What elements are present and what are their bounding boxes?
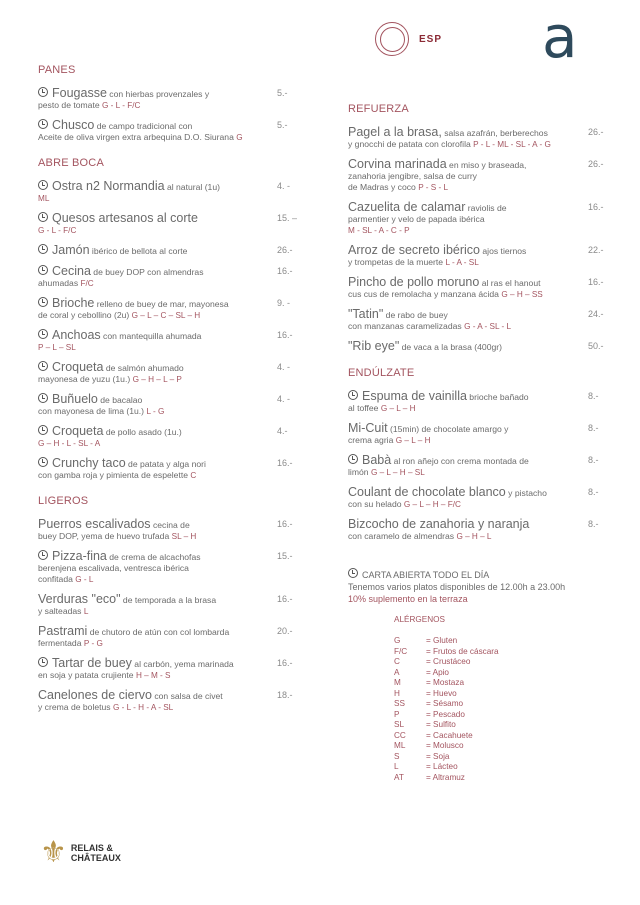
dish-price: 5.- bbox=[277, 120, 288, 130]
allergen-code: L bbox=[394, 762, 399, 771]
menu-item bbox=[38, 329, 303, 353]
dish-name: Coulant de chocolate blanco bbox=[348, 485, 506, 499]
allergen-label: = Molusco bbox=[426, 741, 464, 750]
allergen-label: = Lácteo bbox=[426, 762, 458, 771]
allergen-row bbox=[394, 773, 499, 784]
dish-name: Jamón bbox=[52, 243, 90, 257]
allergen-code: P bbox=[394, 709, 400, 719]
dish-description: en miso y braseada, zanahoria jengibre, salsa de curry de Madras y coco bbox=[348, 160, 527, 192]
dish-name: Bizcocho de zanahoria y naranja bbox=[348, 517, 530, 531]
dish-allergens: G – H – SS bbox=[501, 290, 543, 299]
clock-icon bbox=[38, 425, 48, 435]
dish-description: de pollo asado (1u.) bbox=[105, 427, 182, 437]
menu-item bbox=[348, 307, 604, 332]
allergen-code: SS bbox=[394, 699, 405, 708]
allergen-row bbox=[394, 699, 499, 710]
section-title: ABRE BOCA bbox=[38, 157, 104, 169]
dish-description: raviolis de parmentier y velo de papada ibérica bbox=[348, 203, 507, 224]
dish-name: Quesos artesanos al corte bbox=[52, 211, 198, 225]
clock-icon bbox=[348, 390, 358, 400]
dish-allergens: H – M - S bbox=[135, 671, 171, 680]
dish-price: 8.- bbox=[588, 519, 599, 529]
dish-allergens: P - L - ML - SL - A - G bbox=[473, 140, 551, 149]
dish-price: 15. – bbox=[277, 213, 298, 223]
clock-icon bbox=[38, 212, 48, 222]
clock-icon bbox=[38, 180, 48, 190]
menu-item bbox=[38, 425, 303, 449]
dish-description: y pistacho con su helado bbox=[348, 488, 547, 509]
dish-name: Fougasse bbox=[52, 86, 107, 100]
dish-description: de chutoro de atún con col lombarda fermentada bbox=[38, 627, 230, 648]
menu-item bbox=[38, 265, 303, 289]
dish-name: Mi-Cuit bbox=[348, 421, 388, 435]
menu-item bbox=[38, 87, 303, 111]
dish-description: al ras el hanout cus cus de remolacha y manzana ácida bbox=[348, 278, 541, 299]
dish-name: Cecina bbox=[52, 264, 91, 278]
allergen-row bbox=[394, 689, 499, 700]
dish-name: Ostra n2 Normandia bbox=[52, 179, 165, 193]
dish-allergens: G bbox=[236, 133, 243, 142]
dish-allergens: P - G bbox=[83, 639, 103, 648]
dish-description: cecina de buey DOP, yema de huevo trufada bbox=[38, 520, 190, 541]
allergen-label: = Mostaza bbox=[426, 678, 464, 687]
allergen-label: = Altramuz bbox=[426, 772, 465, 782]
dish-description: de bacalao con mayonesa de lima (1u.) bbox=[38, 395, 145, 416]
clock-icon bbox=[348, 568, 358, 578]
menu-item bbox=[348, 422, 600, 446]
allergen-row bbox=[394, 731, 499, 742]
dish-price: 26.- bbox=[588, 159, 604, 169]
dish-allergens: ML bbox=[38, 194, 50, 203]
dish-description: con caramelo de almendras bbox=[348, 531, 455, 541]
allergen-label: = Frutos de cáscara bbox=[426, 646, 499, 656]
dish-description: al carbón, yema marinada en soja y patata crujiente bbox=[38, 659, 234, 680]
dish-description: de vaca a la brasa (400gr) bbox=[399, 342, 502, 352]
clock-icon bbox=[38, 361, 48, 371]
dish-name: Pagel a la brasa, bbox=[348, 125, 442, 139]
dish-price: 8.- bbox=[588, 423, 599, 433]
dish-allergens: L bbox=[83, 607, 89, 616]
dish-price: 8.- bbox=[588, 487, 599, 497]
allergen-label: = Sulfito bbox=[426, 720, 456, 729]
clock-icon bbox=[38, 244, 48, 254]
dish-price: 16.- bbox=[588, 277, 604, 287]
dish-name: Corvina marinada bbox=[348, 157, 447, 171]
dish-allergens: L - A - SL bbox=[445, 258, 479, 267]
brand-logo: a bbox=[542, 3, 578, 71]
relais-chateaux-logo bbox=[40, 838, 121, 868]
menu-item bbox=[38, 361, 303, 385]
dish-price: 8.- bbox=[588, 391, 599, 401]
allergen-label: = Huevo bbox=[426, 688, 457, 698]
dish-allergens: G – H – L bbox=[456, 532, 492, 541]
dish-allergens: F/C bbox=[80, 279, 94, 288]
dish-name: "Tatin" bbox=[348, 307, 384, 321]
section-title: LIGEROS bbox=[38, 495, 89, 507]
menu-item bbox=[38, 593, 303, 617]
dish-allergens: L - G bbox=[146, 407, 165, 416]
dish-price: 16.- bbox=[277, 458, 293, 468]
dish-allergens: G - L - F/C bbox=[102, 101, 141, 110]
section-title: REFUERZA bbox=[348, 103, 409, 115]
dish-price: 9. - bbox=[277, 298, 291, 308]
dish-name: Buñuelo bbox=[52, 392, 98, 406]
dish-name: "Rib eye" bbox=[348, 339, 400, 353]
dish-price: 50.- bbox=[588, 341, 604, 351]
allergen-row bbox=[394, 741, 499, 752]
dish-price: 16.- bbox=[277, 594, 293, 604]
menu-item bbox=[348, 390, 600, 414]
allergen-row bbox=[394, 647, 499, 658]
dish-price: 4. - bbox=[277, 394, 291, 404]
dish-description: relleno de buey de mar, mayonesa de coral y cebollino (2u) bbox=[38, 299, 229, 320]
menu-item bbox=[38, 180, 303, 204]
allergen-code: ML bbox=[394, 741, 406, 750]
allergen-code: CC bbox=[394, 730, 406, 740]
dish-name: Chusco bbox=[52, 118, 95, 132]
dish-name: Brioche bbox=[52, 296, 95, 310]
dish-name: Croqueta bbox=[52, 424, 104, 438]
menu-item bbox=[348, 125, 604, 150]
allergen-code: SL bbox=[394, 720, 405, 729]
dish-price: 4.- bbox=[277, 426, 288, 436]
allergen-row bbox=[394, 668, 499, 679]
dish-allergens: G – L – H – SL bbox=[370, 468, 425, 477]
dish-allergens: G - L - H - A - SL bbox=[113, 703, 174, 712]
dish-price: 16.- bbox=[277, 330, 293, 340]
dish-allergens: M - SL - A - C - P bbox=[348, 226, 410, 235]
allergen-label: = Pescado bbox=[426, 709, 465, 719]
dish-name: Arroz de secreto ibérico bbox=[348, 243, 481, 257]
opening-info bbox=[348, 568, 565, 605]
dish-name: Verduras "eco" bbox=[38, 592, 121, 606]
dish-name: Pizza-fina bbox=[52, 549, 107, 563]
clock-icon bbox=[38, 297, 48, 307]
clock-icon bbox=[38, 87, 48, 97]
clock-icon bbox=[38, 329, 48, 339]
dish-description: (15min) de chocolate amargo y crema agria bbox=[348, 424, 509, 445]
allergen-code: G bbox=[394, 636, 401, 645]
dish-name: Crunchy taco bbox=[52, 456, 126, 470]
language-label[interactable]: ESP bbox=[419, 34, 443, 45]
allergen-code: A bbox=[394, 667, 400, 677]
allergen-code: H bbox=[394, 688, 400, 698]
dish-allergens: G – L – H bbox=[380, 404, 416, 413]
allergen-code: S bbox=[394, 751, 400, 761]
allergen-row bbox=[394, 657, 499, 668]
dish-price: 16.- bbox=[588, 202, 604, 212]
allergen-row bbox=[394, 720, 499, 731]
dish-price: 16.- bbox=[277, 519, 293, 529]
menu-item bbox=[38, 119, 303, 143]
menu-section bbox=[348, 367, 600, 542]
dish-price: 4. - bbox=[277, 362, 291, 372]
dish-description: de campo tradicional con Aceite de oliva virgen extra arbequina D.O. Siurana bbox=[38, 121, 234, 142]
menu-item bbox=[348, 157, 604, 193]
dish-name: Babà bbox=[362, 453, 392, 467]
dish-price: 22.- bbox=[588, 245, 604, 255]
dish-description: con hierbas provenzales y pesto de tomate bbox=[38, 89, 210, 110]
menu-item bbox=[348, 243, 604, 268]
allergen-row bbox=[394, 636, 499, 647]
allergen-label: = Soja bbox=[426, 751, 450, 761]
dish-description: con mantequilla ahumada bbox=[103, 331, 202, 341]
dish-description: salsa azafrán, berberechos y gnocchi de patata con clorofila bbox=[348, 128, 548, 149]
dish-allergens: SL – H bbox=[171, 532, 197, 541]
menu-item bbox=[38, 657, 303, 681]
menu-item bbox=[348, 339, 604, 353]
info-surcharge: 10% suplemento en la terraza bbox=[348, 594, 468, 604]
dish-price: 16.- bbox=[277, 658, 293, 668]
dish-allergens: P - S - L bbox=[418, 183, 449, 192]
allergen-row bbox=[394, 752, 499, 763]
allergen-label: = Cacahuete bbox=[426, 730, 473, 740]
dish-allergens: C bbox=[190, 471, 197, 480]
dish-description: de patata y alga nori con gamba roja y pimienta de espelette bbox=[38, 459, 206, 480]
allergen-code: AT bbox=[394, 772, 404, 782]
menu-item bbox=[348, 275, 604, 300]
allergen-label: = Crustáceo bbox=[426, 657, 471, 666]
allergen-legend bbox=[394, 615, 499, 783]
menu-item bbox=[38, 689, 303, 713]
dish-description: ajos tiernos y trompetas de la muerte bbox=[348, 246, 527, 267]
allergen-row bbox=[394, 678, 499, 689]
menu-item bbox=[38, 550, 303, 585]
clock-icon bbox=[38, 657, 48, 667]
allergen-code: C bbox=[394, 657, 400, 666]
dish-name: Puerros escalivados bbox=[38, 517, 151, 531]
dish-description: al ron añejo con crema montada de limón bbox=[348, 456, 529, 477]
dish-price: 4. - bbox=[277, 181, 291, 191]
dish-price: 26.- bbox=[588, 127, 604, 137]
dish-price: 24.- bbox=[588, 309, 604, 319]
dish-allergens: G – H - L - SL - A bbox=[38, 439, 101, 448]
dish-allergens: G – L – H bbox=[395, 436, 431, 445]
menu-item bbox=[348, 486, 600, 510]
allergen-label: = Gluten bbox=[426, 636, 458, 645]
dish-name: Pastrami bbox=[38, 624, 88, 638]
section-title: PANES bbox=[38, 64, 76, 76]
dish-allergens: G – L – H – F/C bbox=[403, 500, 461, 509]
dish-name: Pincho de pollo moruno bbox=[348, 275, 480, 289]
dish-allergens: P – L – SL bbox=[38, 343, 76, 352]
allergen-label: = Sésamo bbox=[426, 699, 464, 708]
dish-allergens: G – L – C – SL – H bbox=[131, 311, 201, 320]
menu-item bbox=[38, 212, 303, 236]
allergen-row bbox=[394, 710, 499, 721]
dish-description: brioche bañado al toffee bbox=[348, 392, 529, 413]
dish-description: de salmón ahumado mayonesa de yuzu (1u.) bbox=[38, 363, 184, 384]
right-column bbox=[348, 99, 604, 556]
allergen-code: F/C bbox=[394, 646, 408, 656]
info-hours: Tenemos varios platos disponibles de 12.00h a 23.00h bbox=[348, 582, 566, 592]
clock-icon bbox=[38, 265, 48, 275]
clock-icon bbox=[38, 457, 48, 467]
menu-item bbox=[38, 393, 303, 417]
info-title: CARTA ABIERTA TODO EL DÍA bbox=[362, 570, 490, 580]
menu-item bbox=[348, 454, 600, 478]
section-title: ENDÚLZATE bbox=[348, 367, 415, 379]
menu-item bbox=[348, 200, 604, 236]
dish-allergens: G - L - F/C bbox=[38, 226, 77, 235]
fleur-de-lis-icon: ⚜ bbox=[40, 836, 67, 869]
menu-section bbox=[38, 64, 303, 143]
menu-section bbox=[38, 157, 303, 481]
menu-item bbox=[38, 518, 303, 542]
clock-icon bbox=[38, 119, 48, 129]
clock-icon bbox=[348, 454, 358, 464]
menu-item bbox=[348, 518, 600, 542]
dish-name: Anchoas bbox=[52, 328, 101, 342]
dish-description: de rabo de buey con manzanas caramelizadas bbox=[348, 310, 462, 331]
dish-name: Tartar de buey bbox=[52, 656, 132, 670]
dish-name: Canelones de ciervo bbox=[38, 688, 152, 702]
allergen-legend-title: ALÉRGENOS bbox=[394, 615, 445, 624]
dish-price: 20.- bbox=[277, 626, 293, 636]
dish-name: Croqueta bbox=[52, 360, 104, 374]
dish-allergens: G - A - SL - L bbox=[464, 322, 512, 331]
menu-section bbox=[38, 495, 303, 713]
dish-description: ibérico de bellota al corte bbox=[89, 246, 188, 256]
allergen-code: M bbox=[394, 678, 401, 687]
dish-price: 8.- bbox=[588, 455, 599, 465]
dish-name: Espuma de vainilla bbox=[362, 389, 467, 403]
dish-price: 26.- bbox=[277, 245, 293, 255]
dish-allergens: G - L bbox=[75, 575, 94, 584]
allergen-label: = Apio bbox=[426, 667, 449, 677]
menu-item bbox=[38, 625, 303, 649]
dish-allergens: G – H – L – P bbox=[132, 375, 182, 384]
left-column bbox=[38, 60, 303, 727]
dish-description: de buey DOP con almendras ahumadas bbox=[38, 267, 204, 288]
dish-description: de temporada a la brasa y salteadas bbox=[38, 595, 217, 616]
dish-price: 15.- bbox=[277, 551, 293, 561]
menu-item bbox=[38, 457, 303, 481]
dish-description: de crema de alcachofas berenjena escalivada, ventresca ibérica confitada bbox=[38, 552, 201, 584]
dish-price: 18.- bbox=[277, 690, 293, 700]
allergen-row bbox=[394, 762, 499, 773]
circle-logo-icon bbox=[375, 22, 409, 56]
relais-chateaux-text: RELAIS & CHÂTEAUX bbox=[70, 843, 121, 863]
dish-description: al natural (1u) bbox=[166, 182, 220, 192]
dish-description: con salsa de civet y crema de boletus bbox=[38, 691, 223, 712]
clock-icon bbox=[38, 550, 48, 560]
dish-price: 5.- bbox=[277, 88, 288, 98]
menu-item bbox=[38, 297, 303, 321]
menu-item bbox=[38, 244, 303, 257]
dish-price: 16.- bbox=[277, 266, 293, 276]
dish-name: Cazuelita de calamar bbox=[348, 200, 466, 214]
menu-section bbox=[348, 103, 604, 353]
clock-icon bbox=[38, 393, 48, 403]
